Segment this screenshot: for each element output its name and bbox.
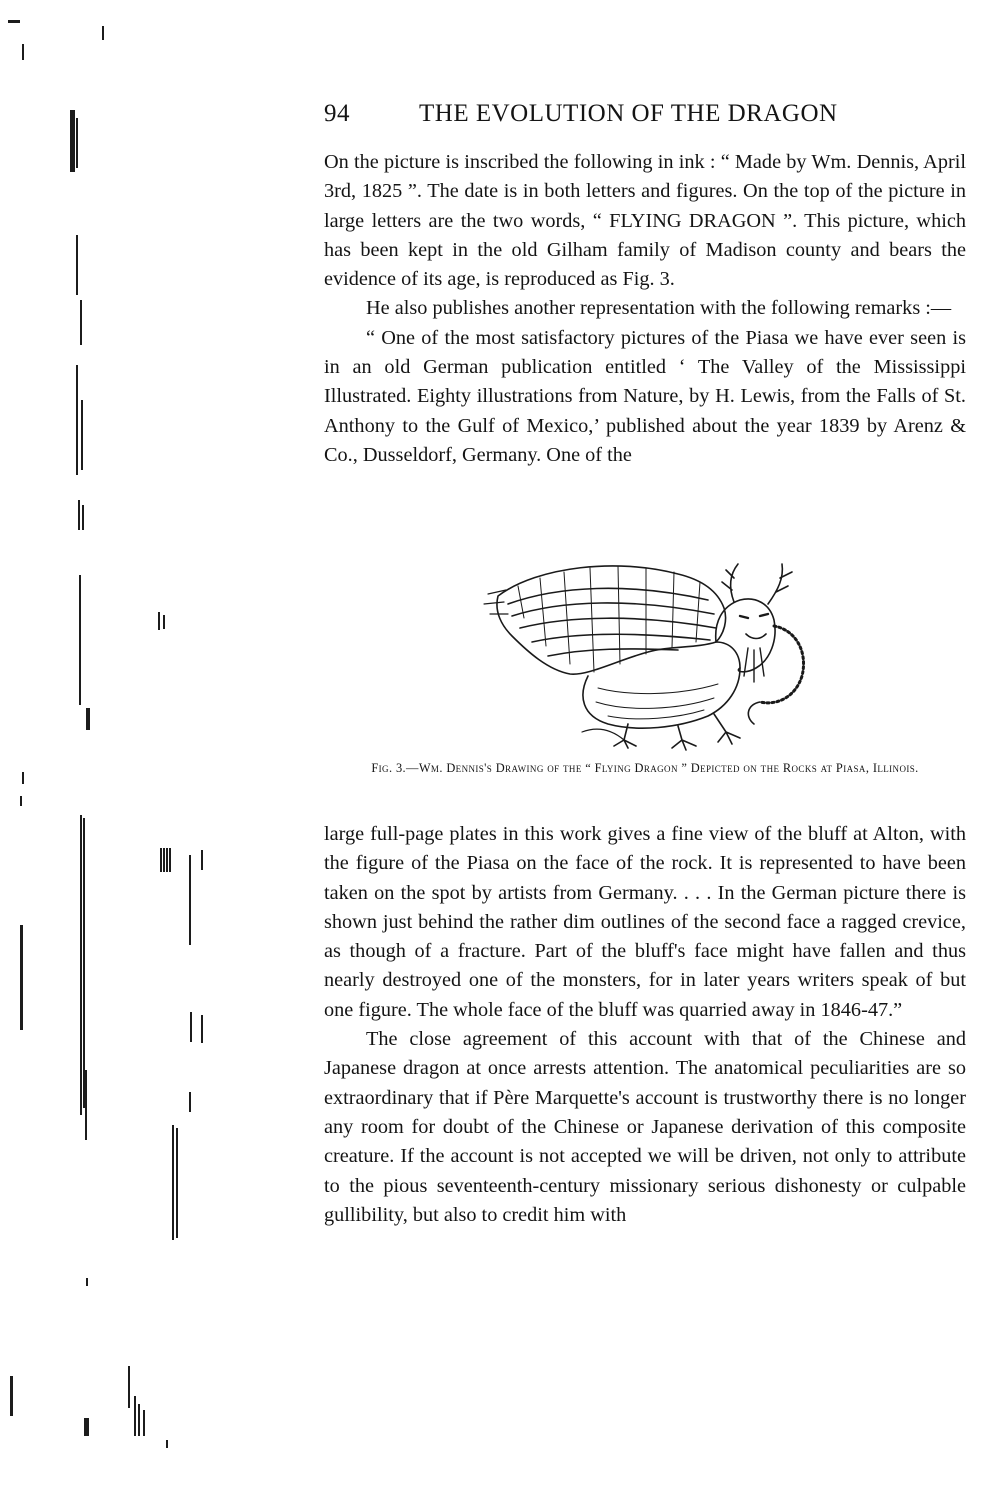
flying-dragon-illustration (478, 556, 814, 752)
running-title: THE EVOLUTION OF THE DRAGON (419, 100, 838, 127)
dragon-drawing (478, 556, 814, 752)
page-number: 94 (324, 100, 350, 127)
body-text-upper (324, 148, 966, 470)
running-header (324, 100, 964, 134)
figure-caption: Fig. 3.—Wm. Dennis's Drawing of the “ Flying Dragon ” Depicted on the Rocks at Piasa, Illinois. (371, 761, 919, 775)
paragraph: large full-page plates in this work gives a fine view of the bluff at Alton, with the figure of the Piasa on the face of the rock. It is represented to have been taken on the spot by artists from Germany. . . . In the German picture there is shown just behind the rather dim outlines of the second face a ragged crevice, as though of a fracture. Part of the bluff's face might have fallen and thus nearly destroyed one of the monsters, for in later years writers speak of but one figure. The whole face of the bluff was quarried away in 1846-47.” (324, 823, 966, 1021)
scan-artifacts (0, 0, 210, 1491)
body-text-lower (324, 820, 966, 1230)
paragraph: “ One of the most satisfactory pictures of the Piasa we have ever seen is in an old German publication entitled ‘ The Valley of the Mississippi Illustrated. Eighty illustrations from Nature, by H. Lewis, from the Falls of St. Anthony to the Gulf of Mexico,’ published about the year 1839 by Arenz & Co., Dusseldorf, Germany. One of the (324, 326, 966, 466)
paragraph: On the picture is inscribed the following in ink : “ Made by Wm. Dennis, April 3rd, 1825 ”. The date is in both letters and figures. On the top of the picture in large letters are the two words, “ FLYING DRAGON ”. This picture, which has been kept in the old Gilham family of Madison county and bears the evidence of its age, is reproduced as Fig. 3. (324, 151, 966, 291)
paragraph: The close agreement of this account with that of the Chinese and Japanese dragon at once arrests attention. The anatomical peculiarities are so extraordinary that if Père Marquette's account is trustworthy there is no longer any room for doubt of the Chinese or Japanese derivation of this composite creature. If the account is not accepted we will be driven, not only to attribute to the pious seventeenth-century missionary serious dishonesty or culpable gullibility, but also to credit him with (324, 1028, 966, 1226)
paragraph: He also publishes another representation with the following remarks :— (366, 297, 952, 320)
